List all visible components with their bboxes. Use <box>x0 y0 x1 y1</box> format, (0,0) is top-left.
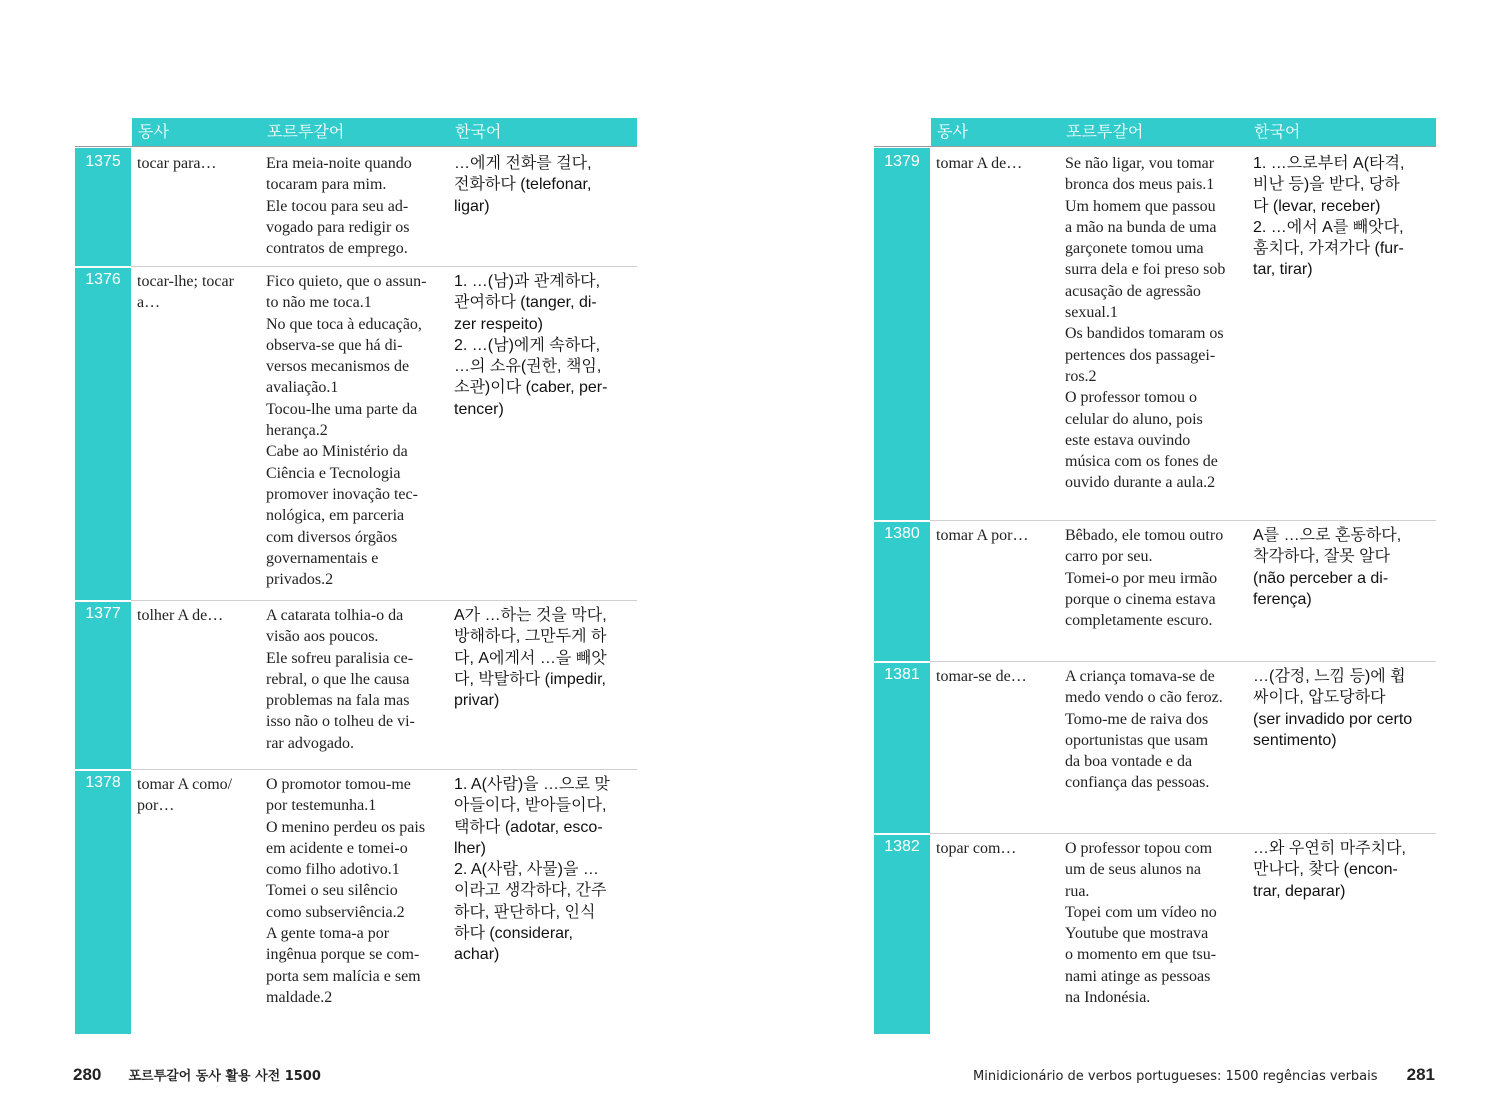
entry-examples: Fico quieto, que o assun- to não me toca.1 No que toca à educação, observa-se que há di- versos mecanismos de avaliação.1 Tocou-lhe uma parte da herança.2 Cabe ao Ministério da Ciência e Tecnologia promover inovação tec- nológica, em parceria com diversos órgãos governamentais e privados.2 <box>266 273 427 589</box>
right-page <box>874 118 1436 1007</box>
entry-number: 1381 <box>884 666 920 683</box>
entry-1375 <box>75 148 637 266</box>
entry-examples: O promotor tomou-me por testemunha.1 O menino perdeu os pais em acidente e tomei-o como filho adotivo.1 Tomei o seu silêncio como subserviência.2 A gente toma-a por ingênua porque se com- porta sem malícia e sem maldade.2 <box>266 776 426 1006</box>
entry-number: 1377 <box>85 605 121 622</box>
entry-1376 <box>75 266 637 600</box>
entry-1377 <box>75 600 637 769</box>
entry-number: 1380 <box>884 525 920 542</box>
entry-number: 1378 <box>85 774 121 791</box>
left-footer <box>73 1065 321 1085</box>
entry-verb: tocar-lhe; tocar a… <box>137 273 234 311</box>
entry-verb: topar com… <box>936 840 1017 857</box>
entry-translation: 1. …(남)과 관계하다, 관여하다 (tanger, di- zer respeito) 2. …(남)에게 속하다, …의 소유(권한, 책임, 소관)이다 (caber, per- tencer) <box>454 273 608 418</box>
header-verb: 동사 <box>138 122 169 141</box>
header-korean: 한국어 <box>455 122 502 141</box>
entry-translation: …에게 전화를 걸다, 전화하다 (telefonar, ligar) <box>454 155 592 215</box>
entry-translation: …와 우연히 마주치다, 만나다, 찾다 (encon- trar, deparar) <box>1253 840 1406 900</box>
table-header <box>75 118 637 146</box>
entry-translation: 1. …으로부터 A(타격, 비난 등)을 받다, 당하 다 (levar, receber) 2. …에서 A를 빼앗다, 훔치다, 가져가다 (fur- tar, tirar) <box>1253 155 1405 279</box>
header-verb: 동사 <box>937 122 968 141</box>
entry-translation: 1. A(사람)을 …으로 맞 아들이다, 받아들이다, 택하다 (adotar, esco- lher) 2. A(사람, 사물)을 … 이라고 생각하다, 간주 하다, 판단하다, 인식 하다 (considerar, achar) <box>454 776 610 964</box>
entry-examples: Bêbado, ele tomou outro carro por seu. Tomei-o por meu irmão porque o cinema estava completamente escuro. <box>1065 527 1224 630</box>
entry-1381 <box>874 661 1436 833</box>
right-footer <box>973 1065 1435 1085</box>
entry-verb: tomar A de… <box>936 155 1023 172</box>
entry-translation: …(감정, 느낌 등)에 휩 싸이다, 압도당하다 (ser invadido por certo sentimento) <box>1253 668 1413 749</box>
entry-1379 <box>874 148 1436 520</box>
entry-1380 <box>874 520 1436 661</box>
entry-verb: tolher A de… <box>137 607 224 624</box>
entry-verb: tomar A por… <box>936 527 1029 544</box>
entry-translation: A가 …하는 것을 막다, 방해하다, 그만두게 하 다, A에게서 …을 빼앗 다, 박탈하다 (impedir, privar) <box>454 607 607 710</box>
entry-verb: tocar para… <box>137 155 217 172</box>
book-title-korean: 포르투갈어 동사 활용 사전 1500 <box>128 1069 321 1084</box>
header-portuguese: 포르투갈어 <box>267 122 345 141</box>
entry-number: 1379 <box>884 153 920 170</box>
entry-examples: O professor topou com um de seus alunos na rua. Topei com um vídeo no Youtube que mostrava o momento em que tsu- nami atinge as pessoas na Indonésia. <box>1065 840 1217 1007</box>
left-page <box>75 118 637 1006</box>
entry-number: 1382 <box>884 838 920 855</box>
entry-1378 <box>75 769 637 1034</box>
page-number-right: 281 <box>1406 1065 1435 1084</box>
entry-verb: tomar A como/ por… <box>137 776 233 814</box>
entry-verb: tomar-se de… <box>936 668 1027 685</box>
entry-number: 1375 <box>85 153 121 170</box>
entry-number: 1376 <box>85 271 121 288</box>
page-number-left: 280 <box>73 1065 102 1084</box>
entry-1382 <box>874 833 1436 1034</box>
header-portuguese: 포르투갈어 <box>1066 122 1144 141</box>
header-korean: 한국어 <box>1254 122 1301 141</box>
table-header <box>874 118 1436 146</box>
book-title-portuguese: Minidicionário de verbos portugueses: 1500 regências verbais <box>973 1069 1378 1084</box>
entry-examples: A catarata tolhia-o da visão aos poucos. Ele sofreu paralisia ce- rebral, o que lhe causa problemas na fala mas isso não o tolheu de vi- rar advogado. <box>266 607 415 752</box>
entry-examples: Se não ligar, vou tomar bronca dos meus pais.1 Um homem que passou a mão na bunda de uma garçonete tomou uma surra dela e foi preso sob acusação de agressão sexual.1 Os bandidos tomaram os pertences dos passagei- ros.2 O professor tomou o celular do aluno, pois este estava ouvindo música com os fones de ouvido durante a aula.2 <box>1065 155 1226 492</box>
entry-translation: A를 …으로 혼동하다, 착각하다, 잘못 알다 (não perceber a di- ferença) <box>1253 527 1402 608</box>
entry-examples: Era meia-noite quando tocaram para mim. Ele tocou para seu ad- vogado para redigir os contratos de emprego. <box>266 155 412 258</box>
entry-examples: A criança tomava-se de medo vendo o cão feroz. Tomo-me de raiva dos oportunistas que usam da boa vontade e da confiança das pessoas. <box>1065 668 1223 792</box>
